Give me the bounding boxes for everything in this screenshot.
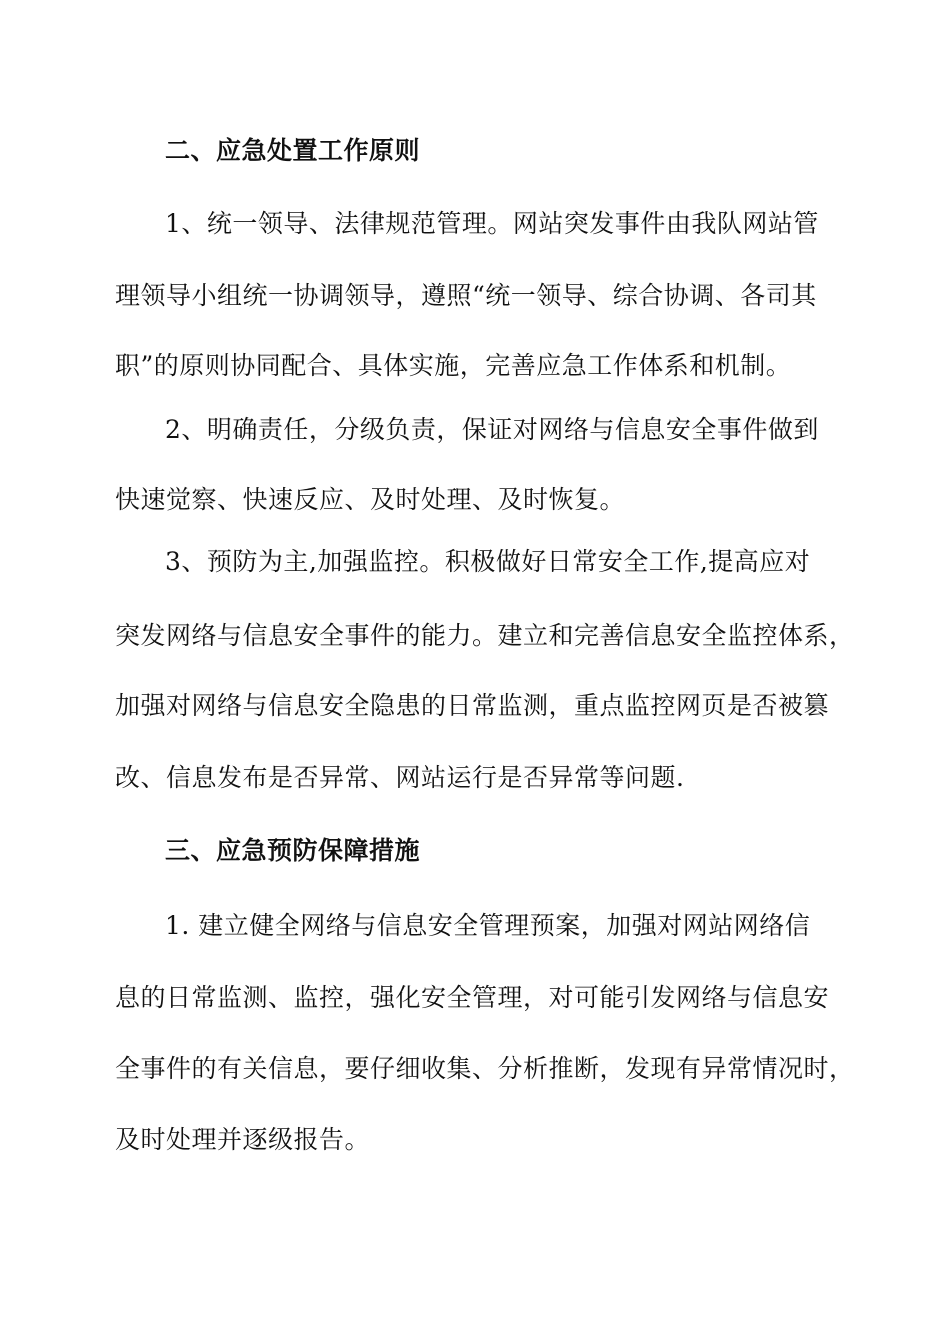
section-heading-3: 三、应急预防保障措施 (165, 836, 421, 865)
text-line: 快速觉察、快速反应、及时处理、及时恢复。 (115, 485, 626, 514)
text-line: 息的日常监测、监控，强化安全管理，对可能引发网络与信息安 (115, 983, 830, 1012)
text-line: 加强对网络与信息安全隐患的日常监测，重点监控网页是否被篡 (115, 691, 830, 720)
text-line: 1、统一领导、法律规范管理。网站突发事件由我队网站管 (165, 209, 819, 238)
text-line: 及时处理并逐级报告。 (115, 1125, 371, 1154)
text-line: 突发网络与信息安全事件的能力。建立和完善信息安全监控体系， (115, 621, 855, 650)
text-line: 理领导小组统一协调领导，遵照“统一领导、综合协调、各司其 (115, 281, 817, 310)
text-line: 1. 建立健全网络与信息安全管理预案，加强对网站网络信 (165, 911, 811, 940)
text-line: 2、明确责任，分级负责，保证对网络与信息安全事件做到 (165, 415, 819, 444)
text-line: 改、信息发布是否异常、网站运行是否异常等问题. (115, 763, 685, 792)
section-heading-2: 二、应急处置工作原则 (165, 136, 421, 165)
text-line: 3、预防为主,加强监控。积极做好日常安全工作,提高应对 (165, 547, 811, 576)
text-line: 职”的原则协同配合、具体实施，完善应急工作体系和机制。 (115, 351, 792, 380)
text-line: 全事件的有关信息，要仔细收集、分析推断，发现有异常情况时， (115, 1054, 855, 1083)
